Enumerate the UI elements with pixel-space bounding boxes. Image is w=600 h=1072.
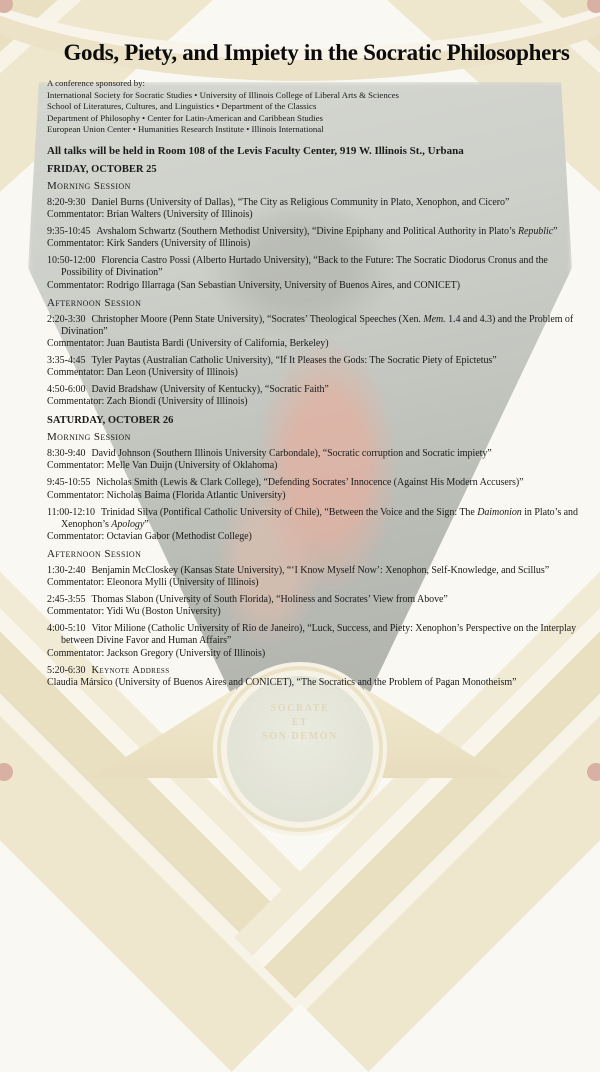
talk-time: 9:45-10:55 [47,477,91,489]
session-header: Morning Session [47,431,131,444]
talk-line [47,477,586,489]
sponsor-intro: A conference sponsored by: [47,78,145,88]
talk-entry [47,384,586,408]
talk-title-segment: David Bradshaw (University of Kentucky), “Socratic Faith” [91,384,329,396]
talk-entry [47,623,586,659]
talk-line [47,594,586,606]
talk-line [47,197,586,209]
sponsor-block [47,78,586,136]
talk-line [47,507,586,531]
talk-entry [47,507,586,543]
talk-time: 3:35-4:45 [47,354,86,366]
keynote-label: Keynote Address [91,664,170,676]
commentator-line: Commentator: Nicholas Baima (Florida Atlantic University) [47,489,286,501]
talk-line [47,226,586,238]
talk-title-segment: ” [144,518,149,530]
talk-entry [47,477,586,501]
page-title: Gods, Piety, and Impiety in the Socratic Philosophers [63,40,570,65]
talk-line [47,623,586,647]
talk-time: 4:00-5:10 [47,623,86,635]
talk-title-segment: Trinidad Silva (Pontifical Catholic University of Chile), “Between the Voice and the Sign: The [100,506,478,518]
session-header: Afternoon Session [47,547,142,560]
commentator-line: Commentator: Octavian Gabor (Methodist College) [47,530,252,542]
talk-time: 1:30-2:40 [47,564,86,576]
talk-time: 8:30-9:40 [47,448,86,460]
talk-line [47,665,586,677]
talk-title-segment: Florencia Castro Possi (Alberto Hurtado University), “Back to the Future: The Socratic Diodorus Cronus and the Possibility of Divination” [61,255,548,279]
keynote-speaker-line: Claudia Mársico (University of Buenos Aires and CONICET), “The Socratics and the Problem of Pagan Monotheism” [47,676,517,688]
commentator-line: Commentator: Juan Bautista Bardi (University of California, Berkeley) [47,337,329,349]
talk-time: 5:20-6:30 [47,664,86,676]
talk-title-segment: Apology [111,518,145,530]
talk-title-segment: Benjamin McCloskey (Kansas State University), “‘I Know Myself Now’: Xenophon, Self-Knowledge, and Scillus” [91,564,550,576]
talk-title-segment: Tyler Paytas (Australian Catholic University), “If It Pleases the Gods: The Socratic Piety of Epictetus” [91,354,497,366]
talk-time: 10:50-12:00 [47,255,96,267]
commentator-line: Commentator: Yidi Wu (Boston University) [47,606,221,618]
talk-line [47,355,586,367]
talk-line [47,565,586,577]
sponsor-line: International Society for Socratic Studies • University of Illinois College of Liberal Arts & Sciences [47,89,399,100]
venue-line: All talks will be held in Room 108 of the Levis Faculty Center, 919 W. Illinois St., Urbana [47,144,464,157]
commentator-line: Commentator: Rodrigo Illarraga (San Sebastian University, University of Buenos Aires, and CONICET) [47,279,460,291]
talk-time: 4:50-6:00 [47,384,86,396]
keynote-entry [47,665,586,689]
talk-title-segment: David Johnson (Southern Illinois University Carbondale), “Socratic corruption and Socratic impiety” [91,448,492,460]
talk-entry [47,314,586,350]
talk-entry [47,255,586,291]
commentator-line: Commentator: Jackson Gregory (University of Illinois) [47,647,266,659]
sponsor-lines [47,90,586,136]
talk-time: 8:20-9:30 [47,196,86,208]
commentator-line: Commentator: Dan Leon (University of Illinois) [47,367,238,378]
talk-entry [47,448,586,472]
talk-line [47,384,586,396]
talk-title-segment: Daimonion [477,506,522,518]
talk-title-segment: Thomas Slabon (University of South Florida), “Holiness and Socrates’ View from Above” [91,594,448,606]
talk-title-segment: Mem. [423,313,446,325]
talk-entry [47,594,586,618]
talk-time: 2:45-3:55 [47,594,86,606]
medallion-line: ET [291,717,309,728]
talk-entry [47,226,586,250]
session-header: Afternoon Session [47,296,142,309]
talk-title-segment: Vitor Milione (Catholic University of Rio de Janeiro), “Luck, Success, and Piety: Xenophon’s Perspective on the Interplay between Divine Favor and Human Affairs” [61,623,577,647]
talk-title-segment: 1.4 and 4.3) and the Problem of Divination” [61,313,574,337]
commentator-line: Commentator: Melle Van Duijn (University of Oklahoma) [47,460,278,472]
talk-title-segment: Republic [517,226,554,238]
commentator-line: Commentator: Kirk Sanders (University of Illinois) [47,238,251,250]
medallion-line: SON DEMON [262,731,338,742]
talk-line [47,448,586,460]
commentator-line: Commentator: Eleonora Mylli (University of Illinois) [47,577,259,589]
session-header: Morning Session [47,179,131,192]
commentator-line: Commentator: Zach Biondi (University of Illinois) [47,396,248,408]
sponsor-line: Department of Philosophy • Center for Latin-American and Caribbean Studies [47,112,323,123]
talk-title-segment: Nicholas Smith (Lewis & Clark College), “Defending Socrates’ Innocence (Against His Modern Accusers)” [96,477,524,489]
talk-title-segment: in Plato’s and Xenophon’s [61,506,578,530]
day-header: FRIDAY, OCTOBER 25 [47,163,157,175]
talk-title-segment: ” [553,226,558,238]
sponsor-line: European Union Center • Humanities Research Institute • Illinois International [47,124,324,135]
talk-entry [47,355,586,379]
talk-title-segment: Avshalom Schwartz (Southern Methodist University), “Divine Epiphany and Political Authority in Plato’s [96,226,518,238]
commentator-line: Commentator: Brian Walters (University of Illinois) [47,209,253,221]
talk-time: 11:00-12:10 [47,506,95,518]
talk-time: 2:20-3:30 [47,313,86,325]
sponsor-line: School of Literatures, Cultures, and Linguistics • Department of the Classics [47,101,317,112]
talk-entry [47,565,586,589]
day-header: SATURDAY, OCTOBER 26 [47,415,174,427]
medallion-line: SOCRATE [270,703,330,714]
talk-title-segment: Daniel Burns (University of Dallas), “The City as Religious Community in Plato, Xenophon, and Cicero” [91,196,510,208]
talk-entry [47,197,586,221]
talk-title-segment: Christopher Moore (Penn State University), “Socrates’ Theological Speeches (Xen. [91,313,424,325]
talk-line [47,255,586,279]
talk-time: 9:35-10:45 [47,226,91,238]
schedule [47,164,586,689]
talk-line [47,314,586,338]
